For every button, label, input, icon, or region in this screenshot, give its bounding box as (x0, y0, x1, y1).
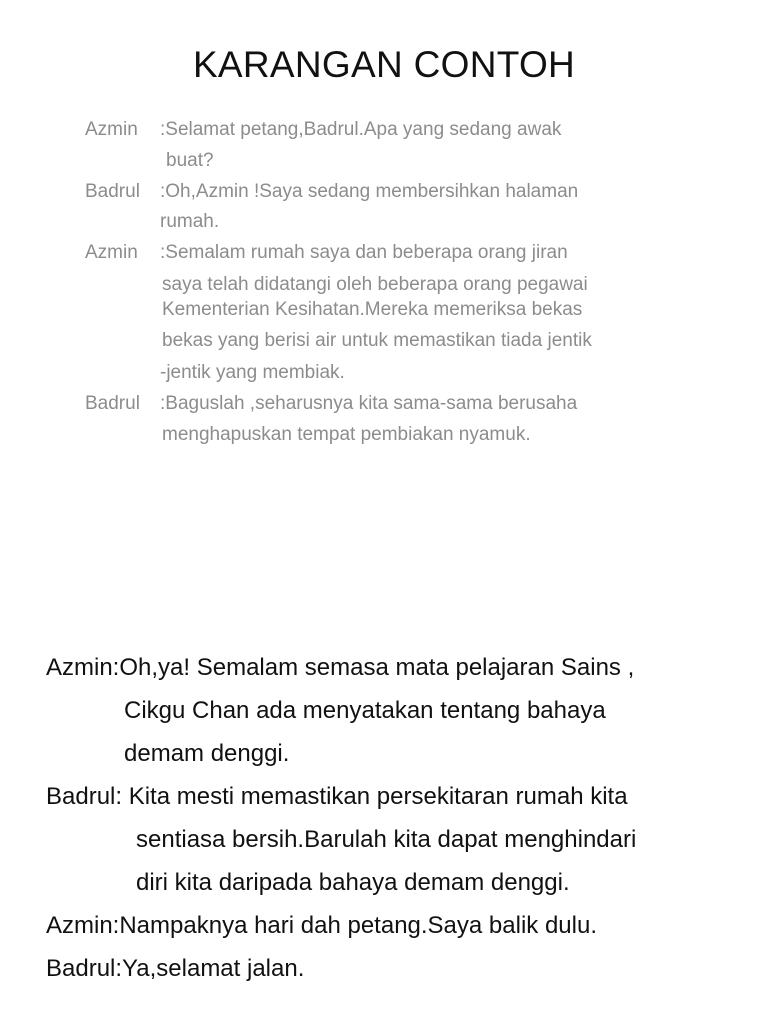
speaker-label: Badrul (85, 393, 140, 414)
dialogue-line: diri kita daripada bahaya demam denggi. (136, 869, 570, 896)
speaker-label: Azmin (85, 119, 138, 140)
dialogue-line: Azmin:Nampaknya hari dah petang.Saya balik dulu. (46, 912, 597, 939)
dialogue-line: bekas yang berisi air untuk memastikan tiada jentik (162, 330, 592, 351)
dialogue-line: :Selamat petang,Badrul.Apa yang sedang awak (160, 119, 562, 140)
dialogue-line: -jentik yang membiak. (160, 362, 345, 383)
dialogue-line: Azmin:Oh,ya! Semalam semasa mata pelajaran Sains , (46, 654, 635, 681)
dialogue-line: demam denggi. (124, 740, 290, 767)
dialogue-line: :Semalam rumah saya dan beberapa orang jiran (160, 242, 568, 263)
dialogue-line: Kementerian Kesihatan.Mereka memeriksa bekas (162, 299, 583, 320)
dialogue-line: Badrul: Kita mesti memastikan persekitaran rumah kita (46, 783, 628, 810)
dialogue-line: rumah. (160, 211, 220, 232)
dialogue-line: Cikgu Chan ada menyatakan tentang bahaya (124, 697, 606, 724)
dialogue-line: sentiasa bersih.Barulah kita dapat menghindari (136, 826, 637, 853)
dialogue-line: :Oh,Azmin !Saya sedang membersihkan halaman (160, 181, 579, 202)
speaker-label: Azmin (85, 242, 138, 263)
dialogue-line: :Baguslah ,seharusnya kita sama-sama berusaha (160, 393, 578, 414)
speaker-label: Badrul (85, 181, 140, 202)
dialogue-line: menghapuskan tempat pembiakan nyamuk. (162, 424, 531, 445)
dialogue-line: buat? (166, 150, 214, 171)
page-title: KARANGAN CONTOH (192, 44, 576, 85)
dialogue-line: Badrul:Ya,selamat jalan. (46, 955, 305, 982)
dialogue-line: saya telah didatangi oleh beberapa orang pegawai (162, 274, 588, 295)
